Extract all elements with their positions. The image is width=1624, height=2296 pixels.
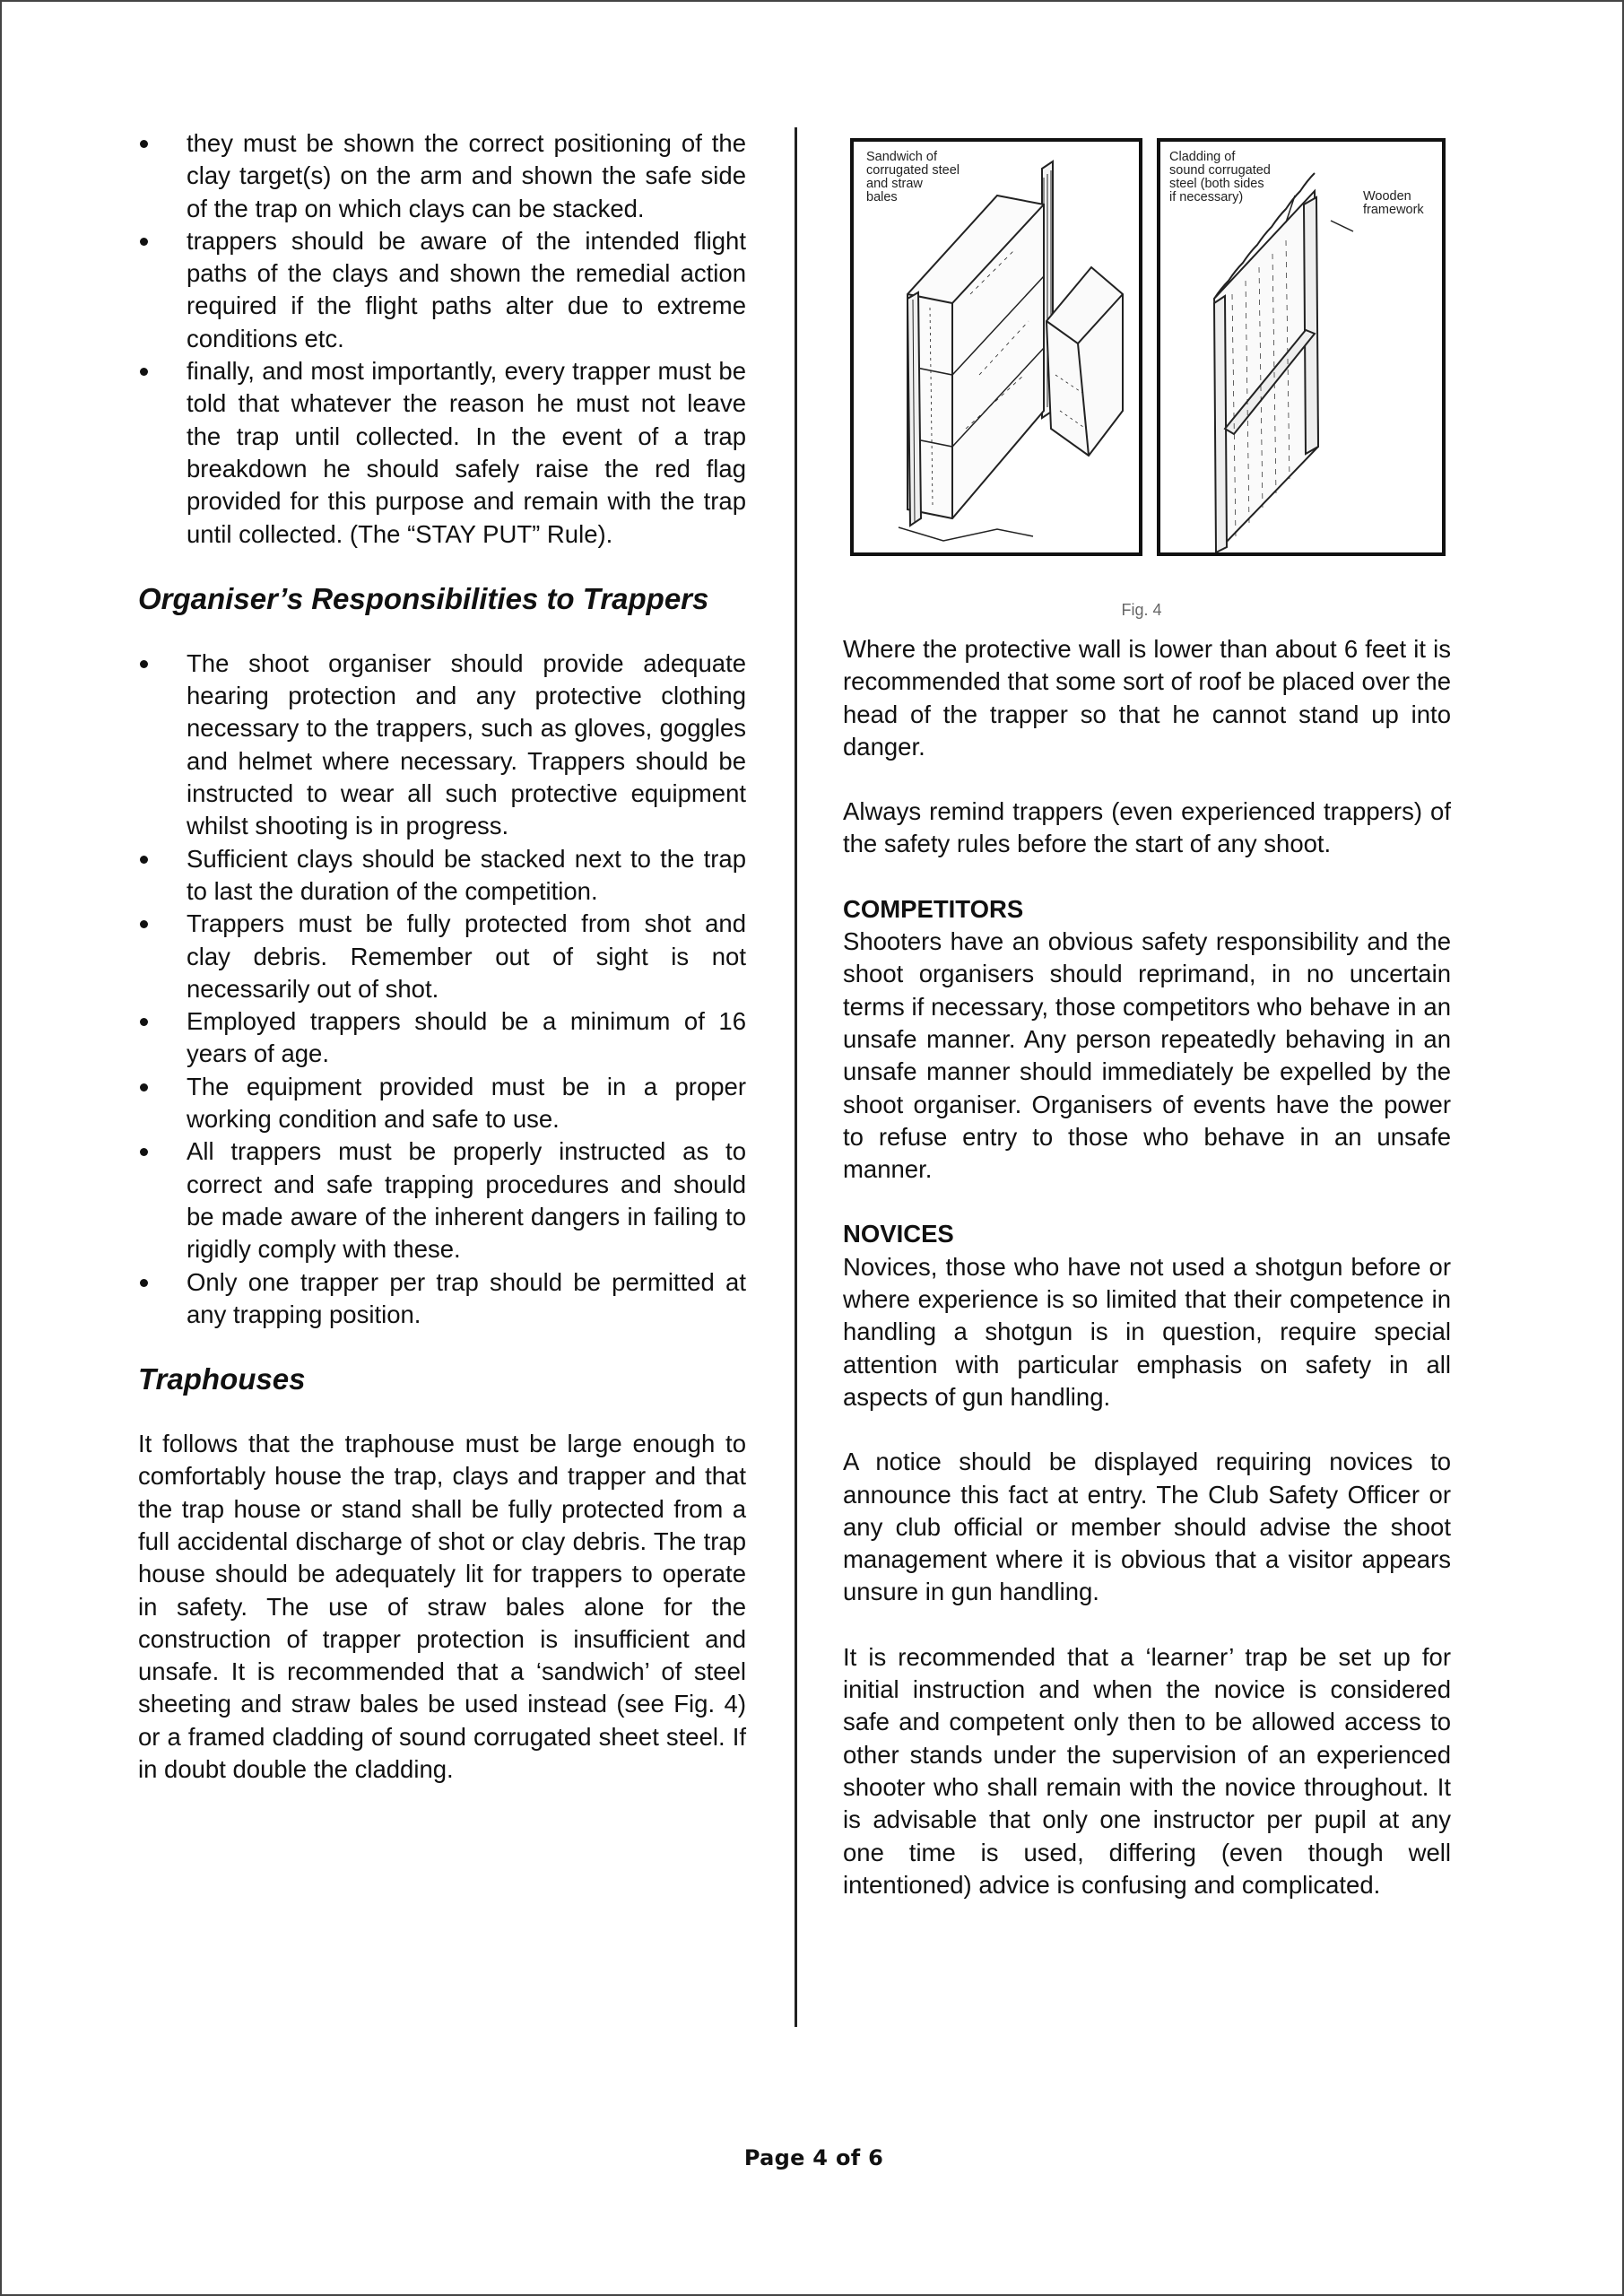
column-divider [795,127,797,2027]
label-line: Sandwich of [866,150,937,164]
label-line: steel (both sides [1169,177,1264,191]
heading-novices: NOVICES [843,1220,954,1248]
list-item: Trappers must be fully protected from shot and clay debris. Remember out of sight is not necessarily out of shot. [138,908,746,1005]
figure-caption: Fig. 4 [1121,601,1162,619]
organiser-responsibilities-list [138,648,746,1331]
heading-organiser-responsibilities: Organiser’s Responsibilities to Trappers [138,581,709,615]
list-item: The shoot organiser should provide adequate hearing protection and any protective clothing necessary to the trappers, such as gloves, goggles and helmet where necessary. Trappers should be instructed to wear all such protective equipment whilst shooting is in progress. [138,648,746,843]
heading-traphouses: Traphouses [138,1362,306,1396]
list-item: Sufficient clays should be stacked next to the trap to last the duration of the competition. [138,843,746,909]
figure-label-cladding [1169,151,1271,204]
label-line: and straw [866,177,923,191]
label-line: Wooden [1363,189,1411,204]
label-line: framework [1363,203,1424,217]
roof-paragraph: Where the protective wall is lower than about 6 feet it is recommended that some sort of roof be placed over the head of the trapper so that he cannot stand up into danger. [843,635,1451,761]
label-line: bales [866,190,898,204]
label-line: corrugated steel [866,163,960,178]
sandwich-wall-illustration [850,138,1142,556]
competitors-paragraph: Shooters have an obvious safety responsibility and the shoot organisers should reprimand, in no uncertain terms if necessary, those competitors who behave in an unsafe manner. Any person repeatedly behaving in an unsafe manner should immediately be expelled by the shoot organiser. Organisers of events have the power to refuse entry to those who behave in an unsafe manner. [843,927,1451,1184]
list-item: trappers should be aware of the intended flight paths of the clays and shown the remedial action required if the flight paths alter due to extreme conditions etc. [138,225,746,355]
traphouses-paragraph: It follows that the traphouse must be large enough to comfortably house the trap, clays and trapper and that the trap house or stand shall be fully protected from a full accidental discharge of shot or clay debris. The trap house should be adequately lit for trappers to operate in safety. The use of straw bales alone for the construction of trapper protection is insufficient and unsafe. It is recommended that a ‘sandwich’ of steel sheeting and straw bales be used instead (see Fig. 4) or a framed cladding of sound corrugated sheet steel. If in doubt double the cladding. [138,1430,746,1784]
label-line: sound corrugated [1169,163,1271,178]
figure-label-wooden-framework [1363,190,1424,217]
figure-label-sandwich [866,151,960,204]
right-column [843,127,1451,1901]
learner-trap-paragraph: It is recommended that a ‘learner’ trap be set up for initial instruction and when the novice is considered safe and competent only then to be allowed access to other stands under the supervision of an experienced shooter who shall remain with the novice throughout. It is advisable that only one instructor per pupil at any one time is used, differing (even though well intentioned) advice is confusing and complicated. [843,1642,1451,1899]
list-item: The equipment provided must be in a proper working condition and safe to use. [138,1071,746,1136]
notice-paragraph: A notice should be displayed requiring novices to announce this fact at entry. The Club Safety Officer or any club official or member should advise the shoot management where it is obvious that a visitor appears unsure in gun handling. [843,1448,1451,1606]
left-column [138,127,746,1786]
label-line: if necessary) [1169,190,1244,204]
label-line: Cladding of [1169,150,1236,164]
list-item: All trappers must be properly instructed as to correct and safe trapping procedures and should be made aware of the inherent dangers in failing to rigidly comply with these. [138,1135,746,1265]
list-item: Employed trappers should be a minimum of 16 years of age. [138,1005,746,1071]
list-item: finally, and most importantly, every trapper must be told that whatever the reason he must not leave the trap until collected. In the event of a trap breakdown he should safely raise the red flag provided for this purpose and remain with the trap until collected. (The “STAY PUT” Rule). [138,355,746,551]
novices-paragraph: Novices, those who have not used a shotgun before or where experience is so limited that their competence in handling a shotgun is in question, require special attention with particular emphasis on safety in all aspects of gun handling. [843,1252,1451,1411]
cladding-wall-illustration [1157,138,1446,556]
figure-4 [829,127,1455,621]
trapper-instructions-list [138,127,746,551]
list-item: Only one trapper per trap should be permitted at any trapping position. [138,1266,746,1332]
list-item: they must be shown the correct positioning of the clay target(s) on the arm and shown the safe side of the trap on which clays can be stacked. [138,127,746,225]
page-number: Page 4 of 6 [743,2145,884,2170]
heading-competitors: COMPETITORS [843,894,1024,923]
remind-paragraph: Always remind trappers (even experienced trappers) of the safety rules before the start of any shoot. [843,797,1451,858]
